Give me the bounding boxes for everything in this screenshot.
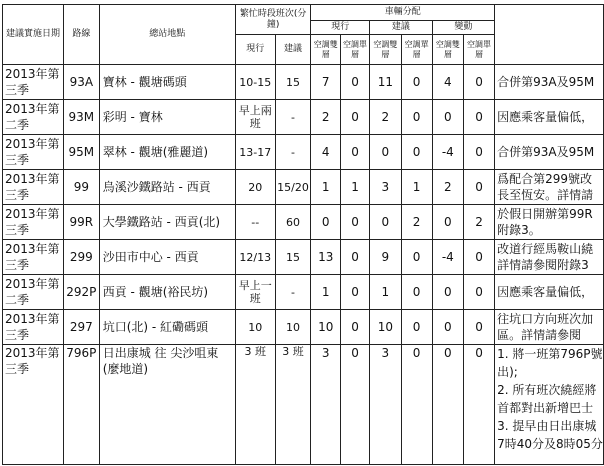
row-vehicle-count: 4 — [432, 65, 463, 100]
row-remarks: 合併第93A及95M — [495, 135, 604, 170]
row-stops: 沙田市中心 - 西貢 — [99, 240, 235, 275]
header-ac-double-2: 空調雙層 — [370, 35, 401, 65]
header-va-proposed: 建議 — [370, 21, 433, 35]
row-vehicle-count: 0 — [463, 135, 494, 170]
row-route: 93M — [63, 100, 99, 135]
row-vehicle-count: 0 — [432, 310, 463, 345]
row-date: 2013年第三季 — [3, 240, 64, 275]
row-vehicle-count: 0 — [463, 100, 494, 135]
row-remarks-line: 3. 提早由日出康城 — [497, 419, 597, 433]
header-ac-single: 空調單層 — [340, 35, 369, 65]
row-vehicle-count: 0 — [370, 205, 401, 240]
row-vehicle-count: 0 — [432, 100, 463, 135]
row-remarks: 往坑口方向班次加區。詳情請參閱 — [495, 310, 604, 345]
row-route: 796P — [63, 345, 99, 465]
row-remarks: 改道行經馬鞍山繞詳情請參閱附錄3 — [495, 240, 604, 275]
bus-route-table — [2, 4, 604, 465]
row-route: 299 — [63, 240, 99, 275]
header-va-current: 現行 — [311, 21, 370, 35]
row-vehicle-count: 13 — [311, 240, 340, 275]
row-vehicle-count: 10 — [370, 310, 401, 345]
row-remarks-line: 2. 所有班次繞經將 — [497, 383, 597, 397]
row-vehicle-count: 0 — [340, 65, 369, 100]
row-peak-current: 13-17 — [235, 135, 275, 170]
header-peak-freq: 繁忙時段班次(分鐘) — [235, 5, 311, 35]
table-row — [3, 170, 604, 205]
table-row — [3, 310, 604, 345]
row-peak-proposed: 15 — [275, 240, 311, 275]
table-row — [3, 275, 604, 310]
row-vehicle-count: 0 — [340, 275, 369, 310]
row-date: 2013年第三季 — [3, 345, 64, 465]
row-stops: 日出康城 往 尖沙咀東(麼地道) — [99, 345, 235, 465]
row-vehicle-count: 2 — [463, 205, 494, 240]
row-date: 2013年第三季 — [3, 65, 64, 100]
row-stops: 西貢 - 觀塘(裕民坊) — [99, 275, 235, 310]
row-stops: 彩明 - 寶林 — [99, 100, 235, 135]
row-remarks: 因應乘客量偏低， — [495, 275, 604, 310]
row-vehicle-count: 11 — [370, 65, 401, 100]
row-remarks: 爲配合第299號改長至恆安。詳情請 — [495, 170, 604, 205]
row-peak-current: 10 — [235, 310, 275, 345]
row-vehicle-count: 0 — [340, 100, 369, 135]
row-peak-proposed: 15/20 — [275, 170, 311, 205]
row-remarks-line: 首都對出新增巴士 — [497, 401, 594, 415]
row-vehicle-count: 2 — [370, 100, 401, 135]
row-peak-current: 12/13 — [235, 240, 275, 275]
row-peak-proposed: 15 — [275, 65, 311, 100]
row-peak-proposed: - — [275, 100, 311, 135]
row-vehicle-count: 1 — [311, 275, 340, 310]
table-row — [3, 345, 604, 465]
row-stops: 寶林 - 觀塘碼頭 — [99, 65, 235, 100]
row-vehicle-count: 0 — [401, 275, 432, 310]
row-vehicle-count: 0 — [463, 345, 494, 465]
row-vehicle-count: 0 — [432, 275, 463, 310]
row-peak-proposed: - — [275, 275, 311, 310]
row-peak-current: 10-15 — [235, 65, 275, 100]
row-vehicle-count: 0 — [463, 275, 494, 310]
row-vehicle-count: 0 — [340, 345, 369, 465]
row-vehicle-count: 0 — [432, 205, 463, 240]
row-stops: 大學鐵路站 - 西貢(北) — [99, 205, 235, 240]
header-route: 路線 — [63, 5, 99, 65]
row-vehicle-count: 0 — [340, 310, 369, 345]
row-vehicle-count: 10 — [311, 310, 340, 345]
row-vehicle-count: 9 — [370, 240, 401, 275]
row-vehicle-count: 0 — [401, 240, 432, 275]
row-vehicle-count: 4 — [311, 135, 340, 170]
row-route: 95M — [63, 135, 99, 170]
row-peak-proposed: 60 — [275, 205, 311, 240]
row-vehicle-count: 0 — [401, 65, 432, 100]
header-ac-single-2: 空調單層 — [401, 35, 432, 65]
row-remarks-line: 出); — [497, 365, 518, 379]
row-peak-current: -- — [235, 205, 275, 240]
row-vehicle-count: 7 — [311, 65, 340, 100]
header-ac-single-3: 空調單層 — [463, 35, 494, 65]
row-date: 2013年第三季 — [3, 205, 64, 240]
row-vehicle-count: 0 — [463, 240, 494, 275]
row-peak-current: 早上兩班 — [235, 100, 275, 135]
row-vehicle-count: 0 — [463, 170, 494, 205]
row-vehicle-count: 2 — [432, 170, 463, 205]
row-remarks: 於假日開辦第99R附錄3。 — [495, 205, 604, 240]
header-vehicle-alloc: 車輛分配 — [311, 5, 495, 21]
row-vehicle-count: 0 — [432, 345, 463, 465]
table-row — [3, 65, 604, 100]
row-date: 2013年第三季 — [3, 170, 64, 205]
row-vehicle-count: 1 — [370, 275, 401, 310]
row-remarks-line: 7時40分及8時05分 — [497, 437, 603, 451]
row-vehicle-count: 3 — [370, 345, 401, 465]
row-peak-proposed: 3 班 — [275, 345, 311, 465]
row-vehicle-count: 1 — [311, 170, 340, 205]
row-peak-current: 20 — [235, 170, 275, 205]
table-row — [3, 240, 604, 275]
row-date: 2013年第二季 — [3, 100, 64, 135]
table-row — [3, 100, 604, 135]
row-vehicle-count: 0 — [401, 345, 432, 465]
row-vehicle-count: 0 — [401, 310, 432, 345]
row-vehicle-count: 0 — [311, 205, 340, 240]
row-vehicle-count: -4 — [432, 135, 463, 170]
row-date: 2013年第三季 — [3, 135, 64, 170]
row-vehicle-count: 2 — [311, 100, 340, 135]
row-vehicle-count: 0 — [401, 135, 432, 170]
row-vehicle-count: 0 — [340, 135, 369, 170]
table-row — [3, 205, 604, 240]
row-vehicle-count: 3 — [370, 170, 401, 205]
row-peak-current: 3 班 — [235, 345, 275, 465]
row-peak-proposed: - — [275, 135, 311, 170]
row-stops: 烏溪沙鐵路站 - 西貢 — [99, 170, 235, 205]
row-remarks: 合併第93A及95M — [495, 65, 604, 100]
row-date: 2013年第三季 — [3, 310, 64, 345]
row-vehicle-count: 0 — [463, 65, 494, 100]
row-peak-current: 早上一班 — [235, 275, 275, 310]
row-vehicle-count: 0 — [370, 135, 401, 170]
header-peak-proposed: 建議 — [275, 35, 311, 65]
row-peak-proposed: 10 — [275, 310, 311, 345]
row-vehicle-count: -4 — [432, 240, 463, 275]
row-date: 2013年第二季 — [3, 275, 64, 310]
row-vehicle-count: 0 — [401, 100, 432, 135]
header-ac-double-3: 空調雙層 — [432, 35, 463, 65]
row-vehicle-count: 2 — [401, 205, 432, 240]
row-vehicle-count: 1 — [340, 170, 369, 205]
header-va-change: 變動 — [432, 21, 494, 35]
header-date: 建議實施日期 — [3, 5, 64, 65]
header-remarks — [495, 5, 604, 65]
row-vehicle-count: 1 — [401, 170, 432, 205]
row-stops: 翠林 - 觀塘(雅麗道) — [99, 135, 235, 170]
table-row — [3, 135, 604, 170]
row-remarks-line: 1. 將一班第796P號 — [497, 347, 603, 361]
row-stops: 坑口(北) - 紅磡碼頭 — [99, 310, 235, 345]
row-route: 292P — [63, 275, 99, 310]
row-vehicle-count: 0 — [463, 310, 494, 345]
row-vehicle-count: 0 — [340, 240, 369, 275]
header-ac-double: 空調雙層 — [311, 35, 340, 65]
row-route: 93A — [63, 65, 99, 100]
header-peak-current: 現行 — [235, 35, 275, 65]
row-remarks — [495, 345, 604, 465]
row-remarks: 因應乘客量偏低， — [495, 100, 604, 135]
row-route: 297 — [63, 310, 99, 345]
header-stops: 總站地點 — [99, 5, 235, 65]
row-route: 99 — [63, 170, 99, 205]
row-vehicle-count: 3 — [311, 345, 340, 465]
row-vehicle-count: 0 — [340, 205, 369, 240]
row-route: 99R — [63, 205, 99, 240]
